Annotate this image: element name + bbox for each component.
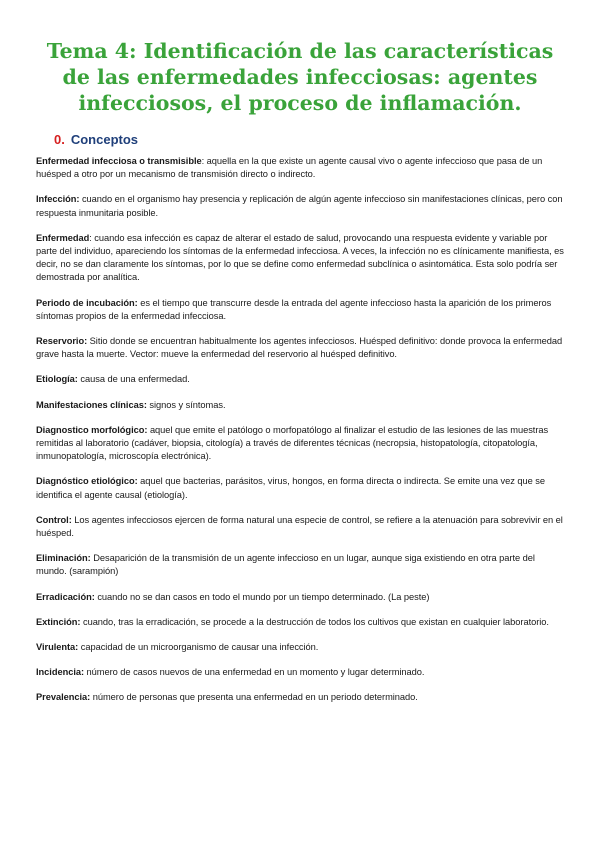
definition-entry: [36, 475, 564, 501]
definition-entry: [36, 641, 564, 654]
definition-entry: [36, 514, 564, 540]
definition-term: Reservorio:: [36, 336, 88, 347]
definition-term: Infección:: [36, 194, 80, 205]
definition-text: Desaparición de la transmisión de un agente infeccioso en un lugar, aunque siga existiendo en otra parte del mundo. (sarampión): [36, 553, 535, 577]
definition-entry: [36, 666, 564, 679]
definition-entry: [36, 616, 564, 629]
definition-text: aquel que bacterias, parásitos, virus, hongos, en forma directa o indirecta. Se emite una vez que se identifica el agente causal (etiología).: [36, 476, 545, 500]
definition-term: Enfermedad: [36, 232, 90, 243]
definition-entry: [36, 591, 564, 604]
section-heading: [54, 132, 564, 148]
definition-text: : cuando esa infección es capaz de alterar el estado de salud, provocando una respuesta evidente y variable por parte del individuo, apareciendo los síntomas de la enfermedad infecciosa. A veces, la infección no es clínicamente manifiesta, es decir, no se dan claramente los síntomas, por lo que se define como enfermedad subclínica o asintomática. Esta solo podría ser demostrada por analítica.: [36, 232, 564, 283]
definition-list: [36, 155, 564, 705]
definition-text: capacidad de un microorganismo de causar una infección.: [78, 642, 319, 653]
definition-term: Enfermedad infecciosa o transmisible: [36, 156, 202, 166]
definition-entry: [36, 399, 564, 412]
definition-term: Extinción:: [36, 616, 81, 627]
definition-term: Eliminación:: [36, 553, 91, 564]
definition-term: Virulenta:: [36, 642, 79, 653]
definition-text: número de casos nuevos de una enfermedad en un momento y lugar determinado.: [84, 667, 425, 678]
page-title: Tema 4: Identificación de las características de las enfermedades infecciosas: agentes infecciosos, el proceso de inflamación.: [46, 39, 554, 115]
definition-text: : aquella en la que existe un agente causal vivo o agente infeccioso que pasa de un huésped a otro por un mecanismo de transmisión directo o indirecto.: [36, 156, 543, 180]
definition-term: Diagnostico morfológico:: [36, 424, 148, 435]
definition-entry: [36, 552, 564, 578]
definition-term: Manifestaciones clínicas:: [36, 399, 147, 410]
definition-entry: [36, 691, 564, 704]
definition-term: Incidencia:: [36, 667, 85, 678]
definition-entry: [36, 373, 564, 386]
section-number: 0.: [54, 132, 65, 147]
definition-entry: [36, 424, 564, 464]
definition-entry: [36, 297, 564, 323]
definition-entry: [36, 193, 564, 219]
definition-term: Diagnóstico etiológico:: [36, 476, 138, 487]
definition-term: Erradicación:: [36, 591, 95, 602]
definition-text: cuando, tras la erradicación, se procede a la destrucción de todos los cultivos que existan en cualquier laboratorio.: [80, 616, 549, 627]
definition-term: Periodo de incubación:: [36, 297, 138, 308]
definition-term: Prevalencia:: [36, 692, 91, 703]
definition-entry: [36, 155, 564, 181]
definition-entry: [36, 335, 564, 361]
definition-text: aquel que emite el patólogo o morfopatólogo al finalizar el estudio de las lesiones de las muestras remitidas al laboratorio (cadáver, biopsia, citología) a través de diferentes técnicas (necropsia, histopatología, citopatología, inmunopatología, microscopía electrónica).: [36, 424, 549, 462]
section-title: Conceptos: [70, 132, 139, 147]
definition-text: cuando no se dan casos en todo el mundo por un tiempo determinado. (La peste): [94, 591, 430, 602]
definition-entry: [36, 232, 564, 285]
definition-text: Sitio donde se encuentran habitualmente los agentes infecciosos. Huésped definitivo: donde provoca la enfermedad grave hasta la muerte. Vector: mueve la enfermedad del reservorio al huésped definitivo.: [36, 336, 563, 360]
definition-term: Control:: [36, 514, 72, 525]
definition-text: es el tiempo que transcurre desde la entrada del agente infeccioso hasta la aparición de los primeros síntomas propios de la enfermedad infecciosa.: [36, 297, 552, 321]
definition-text: cuando en el organismo hay presencia y replicación de algún agente infeccioso sin manifestaciones clínicas, pero con respuesta inmunitaria posible.: [36, 194, 563, 218]
definition-text: número de personas que presenta una enfermedad en un periodo determinado.: [90, 692, 418, 703]
definition-text: causa de una enfermedad.: [77, 374, 190, 385]
definition-term: Etiología:: [36, 374, 78, 385]
definition-text: signos y síntomas.: [146, 399, 226, 410]
definition-text: Los agentes infecciosos ejercen de forma natural una especie de control, se refiere a la atenuación para sobrevivir en el huésped.: [36, 514, 563, 539]
